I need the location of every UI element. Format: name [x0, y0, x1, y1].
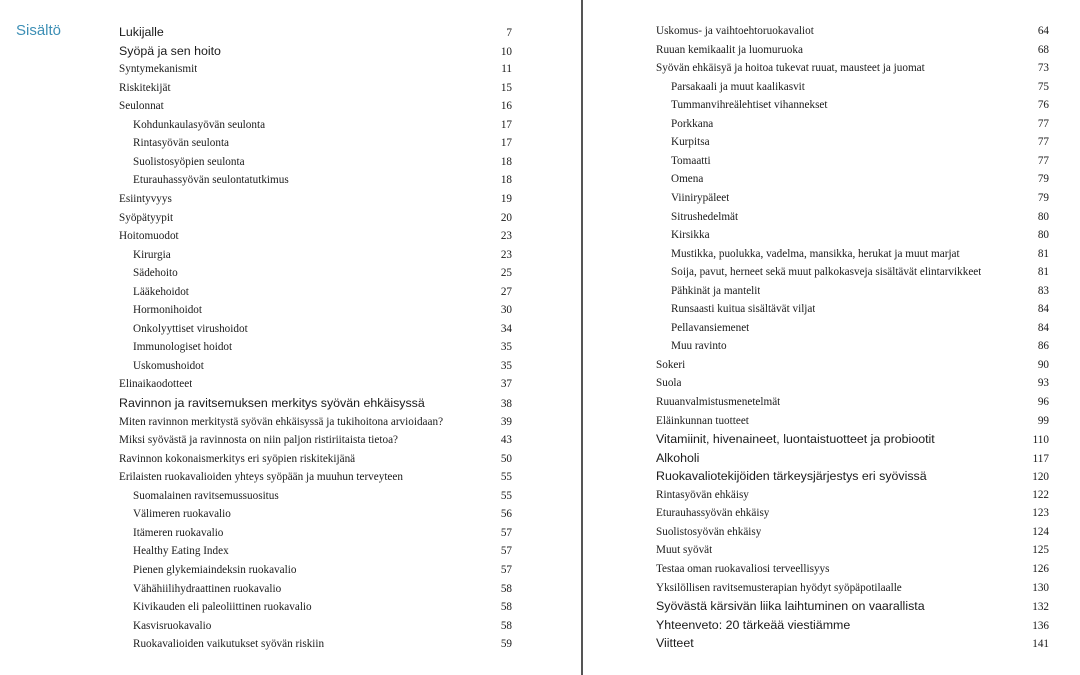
toc-entry — [656, 506, 1049, 520]
toc-entry — [119, 25, 512, 40]
toc-entry-title: Ruuanvalmistusmenetelmät — [656, 396, 781, 408]
toc-entry-page: 57 — [500, 563, 512, 576]
toc-entry-title: Healthy Eating Index — [133, 545, 229, 558]
toc-entry-title: Testaa oman ruokavaliosi terveellisyys — [656, 562, 830, 575]
toc-entry — [656, 469, 1049, 484]
toc-entry-title: Yksilöllisen ravitsemusterapian hyödyt syöpäpotilaalle — [656, 581, 902, 594]
toc-entry-title: Immunologiset hoidot — [133, 341, 233, 354]
toc-entry-title: Erilaisten ruokavalioiden yhteys syöpään ja muuhun terveyteen — [119, 471, 403, 484]
toc-entry — [656, 432, 1049, 447]
toc-entry-page: 73 — [1037, 62, 1049, 75]
toc-entry-title: Pellavansiemenet — [671, 321, 750, 334]
toc-entry-page: 17 — [500, 118, 512, 131]
toc-entry — [656, 172, 1049, 186]
toc-entry-title: Onkolyyttiset virushoidot — [133, 322, 248, 335]
toc-entry — [119, 470, 512, 484]
toc-entry-title: Sokeri — [656, 358, 686, 371]
toc-entry — [119, 526, 512, 540]
toc-entry — [656, 154, 1049, 168]
page-divider — [581, 0, 583, 675]
toc-entry-title: Vitamiinit, hivenaineet, luontaistuotteet ja probiootit — [656, 432, 935, 447]
toc-entry — [119, 303, 512, 317]
toc-entry-title: Soija, pavut, herneet sekä muut palkokasveja sisältävät elintarvikkeet — [671, 266, 982, 279]
toc-entry-title: Porkkana — [671, 117, 714, 130]
toc-entry-title: Omena — [671, 173, 704, 186]
toc-entry-title: Kirurgia — [133, 248, 171, 261]
toc-entry — [656, 395, 1049, 409]
toc-entry — [656, 247, 1049, 261]
toc-entry-page: 126 — [1032, 562, 1049, 575]
toc-entry-title: Tomaatti — [671, 154, 711, 167]
toc-entry-page: 43 — [500, 434, 512, 447]
toc-entry — [656, 414, 1049, 428]
toc-entry — [119, 136, 512, 150]
toc-entry-title: Eturauhassyövän ehkäisy — [656, 507, 770, 520]
toc-entry-title: Muut syövät — [656, 544, 713, 557]
toc-entry-page: 93 — [1037, 377, 1049, 390]
toc-entry-title: Ravinnon kokonaismerkitys eri syöpien riskitekijänä — [119, 452, 356, 465]
toc-entry — [119, 248, 512, 262]
toc-entry-page: 7 — [506, 27, 512, 39]
toc-entry-page: 34 — [500, 322, 512, 335]
toc-entry-title: Mustikka, puolukka, vadelma, mansikka, herukat ja muut marjat — [671, 247, 960, 260]
toc-entry-page: 39 — [500, 415, 512, 428]
toc-entry — [656, 543, 1049, 557]
toc-entry — [656, 321, 1049, 335]
toc-entry-title: Syövän ehkäisyä ja hoitoa tukevat ruuat, mausteet ja juomat — [656, 62, 925, 75]
toc-entry-page: 38 — [500, 398, 512, 410]
toc-entry-title: Runsaasti kuitua sisältävät viljat — [671, 303, 816, 316]
toc-entry — [119, 415, 512, 429]
toc-entry-page: 55 — [500, 489, 512, 502]
toc-entry — [119, 192, 512, 206]
toc-entry-page: 76 — [1037, 99, 1049, 112]
toc-entry-page: 123 — [1032, 507, 1049, 520]
toc-entry-page: 83 — [1037, 284, 1049, 297]
toc-entry — [119, 99, 512, 113]
toc-entry-page: 120 — [1032, 471, 1049, 484]
toc-entry-title: Seulonnat — [119, 100, 164, 113]
toc-entry-title: Eturauhassyövän seulontatutkimus — [133, 174, 289, 187]
toc-entry-page: 58 — [500, 619, 512, 632]
toc-entry-page: 35 — [500, 359, 512, 372]
toc-entry — [119, 619, 512, 633]
toc-entry-title: Kirsikka — [671, 229, 710, 242]
toc-entry-page: 64 — [1037, 25, 1049, 37]
toc-entry-title: Elinaikaodotteet — [119, 378, 193, 391]
toc-entry-page: 35 — [500, 341, 512, 354]
toc-entry — [119, 600, 512, 614]
toc-entry-page: 15 — [500, 81, 512, 94]
toc-entry-title: Rintasyövän seulonta — [133, 137, 230, 150]
toc-entry — [119, 396, 512, 411]
toc-entry-page: 84 — [1037, 303, 1049, 316]
toc-entry — [656, 117, 1049, 131]
toc-entry — [119, 544, 512, 558]
toc-entry-page: 117 — [1032, 452, 1049, 465]
toc-entry — [656, 488, 1049, 502]
toc-entry — [119, 173, 512, 187]
toc-entry-title: Välimeren ruokavalio — [133, 508, 231, 521]
toc-entry-page: 10 — [500, 45, 512, 58]
toc-entry-title: Miten ravinnon merkitystä syövän ehkäisyssä ja tukihoitona arvioidaan? — [119, 415, 444, 428]
toc-entry-page: 19 — [500, 192, 512, 205]
toc-entry-page: 80 — [1037, 210, 1049, 223]
toc-entry — [656, 80, 1049, 94]
toc-entry — [119, 229, 512, 243]
toc-entry-page: 57 — [500, 526, 512, 539]
toc-entry — [119, 155, 512, 169]
toc-entry — [119, 81, 512, 95]
toc-entry — [656, 562, 1049, 576]
toc-entry-page: 57 — [500, 545, 512, 558]
toc-entry-title: Itämeren ruokavalio — [133, 526, 224, 539]
toc-entry — [656, 339, 1049, 353]
toc-entry-page: 80 — [1037, 229, 1049, 242]
toc-entry-title: Kasvisruokavalio — [133, 619, 212, 632]
toc-entry — [119, 637, 512, 651]
toc-entry-page: 58 — [500, 601, 512, 614]
toc-entry — [119, 582, 512, 596]
toc-entry — [119, 489, 512, 503]
toc-entry — [656, 636, 1049, 651]
toc-entry-title: Hormonihoidot — [133, 304, 202, 317]
toc-entry-title: Muu ravinto — [671, 340, 727, 353]
toc-entry-title: Uskomushoidot — [133, 359, 204, 372]
toc-entry-page: 81 — [1037, 247, 1049, 260]
toc-entry — [119, 44, 512, 59]
toc-entry-page: 55 — [500, 471, 512, 484]
toc-entry-title: Syntymekanismit — [119, 63, 198, 76]
toc-entry-page: 23 — [500, 230, 512, 243]
toc-entry-page: 37 — [500, 378, 512, 391]
toc-entry — [656, 376, 1049, 390]
toc-entry-title: Ravinnon ja ravitsemuksen merkitys syövän ehkäisyssä — [119, 396, 425, 410]
toc-entry — [656, 265, 1049, 279]
toc-entry-title: Syöpä ja sen hoito — [119, 43, 221, 58]
toc-entry-page: 125 — [1032, 544, 1049, 557]
toc-entry-title: Lääkehoidot — [133, 285, 189, 298]
toc-entry-title: Syövästä kärsivän liika laihtuminen on vaarallista — [656, 599, 925, 614]
toc-entry-title: Lukijalle — [119, 25, 164, 39]
toc-entry-page: 30 — [500, 304, 512, 317]
toc-entry — [119, 118, 512, 132]
toc-entry-title: Kohdunkaulasyövän seulonta — [133, 118, 266, 131]
toc-entry-title: Ruokavalioiden vaikutukset syövän riskiin — [133, 638, 325, 651]
toc-entry-title: Ruokavaliotekijöiden tärkeysjärjestys eri syövissä — [656, 469, 927, 484]
toc-entry-title: Suomalainen ravitsemussuositus — [133, 489, 279, 502]
toc-entry — [119, 433, 512, 447]
toc-entry-page: 99 — [1037, 414, 1049, 427]
toc-entry-page: 96 — [1037, 396, 1049, 408]
toc-entry — [656, 358, 1049, 372]
toc-entry-page: 86 — [1037, 340, 1049, 353]
toc-entry-title: Viinirypäleet — [671, 191, 730, 204]
toc-entry-title: Suolistosyövän ehkäisy — [656, 525, 762, 538]
toc-entry — [119, 211, 512, 225]
toc-entry-page: 84 — [1037, 321, 1049, 334]
toc-entry-page: 122 — [1032, 488, 1049, 501]
toc-entry-page: 130 — [1032, 581, 1049, 594]
toc-entry — [656, 599, 1049, 614]
toc-entry — [119, 285, 512, 299]
toc-entry-page: 11 — [501, 63, 512, 76]
toc-entry-page: 16 — [500, 100, 512, 113]
toc-entry-page: 18 — [500, 155, 512, 168]
toc-entry-page: 132 — [1032, 601, 1049, 614]
toc-entry — [656, 98, 1049, 112]
toc-entry-title: Sitrushedelmät — [671, 210, 739, 223]
toc-entry-title: Pienen glykemiaindeksin ruokavalio — [133, 563, 297, 576]
toc-entry — [656, 525, 1049, 539]
toc-entry-title: Uskomus- ja vaihtoehtoruokavaliot — [656, 25, 814, 37]
toc-entry-page: 25 — [500, 267, 512, 280]
toc-entry — [656, 43, 1049, 57]
toc-entry — [656, 581, 1049, 595]
toc-entry-page: 79 — [1037, 191, 1049, 204]
toc-entry-page: 50 — [500, 452, 512, 465]
toc-entry-title: Suolistosyöpien seulonta — [133, 155, 245, 168]
toc-entry — [119, 377, 512, 391]
toc-entry-title: Alkoholi — [656, 450, 700, 465]
toc-entry-page: 59 — [500, 638, 512, 651]
toc-entry-page: 68 — [1037, 43, 1049, 56]
toc-entry-title: Sädehoito — [133, 267, 178, 280]
toc-entry — [119, 340, 512, 354]
toc-entry — [119, 563, 512, 577]
toc-entry — [119, 359, 512, 373]
toc-entry-title: Kivikauden eli paleoliittinen ruokavalio — [133, 601, 312, 614]
toc-entry-title: Parsakaali ja muut kaalikasvit — [671, 80, 805, 93]
toc-entry-page: 124 — [1032, 525, 1049, 538]
toc-entry — [119, 507, 512, 521]
toc-entry — [656, 284, 1049, 298]
toc-entry — [656, 451, 1049, 466]
toc-entry-page: 23 — [500, 248, 512, 261]
toc-entry-title: Rintasyövän ehkäisy — [656, 488, 749, 501]
toc-entry-title: Ruuan kemikaalit ja luomuruoka — [656, 43, 803, 56]
toc-entry-page: 136 — [1032, 619, 1049, 632]
toc-entry-title: Riskitekijät — [119, 81, 171, 94]
toc-entry — [656, 61, 1049, 75]
toc-entry — [119, 266, 512, 280]
toc-entry — [656, 135, 1049, 149]
toc-entry — [656, 302, 1049, 316]
toc-entry-page: 110 — [1032, 434, 1049, 447]
toc-entry — [119, 322, 512, 336]
toc-entry-page: 77 — [1037, 136, 1049, 149]
toc-entry-title: Esiintyvyys — [119, 192, 172, 205]
toc-entry-title: Kurpitsa — [671, 136, 710, 149]
toc-entry-title: Hoitomuodot — [119, 230, 179, 243]
toc-entry-page: 75 — [1037, 80, 1049, 93]
toc-entry-page: 20 — [500, 211, 512, 224]
toc-entry-page: 77 — [1037, 117, 1049, 130]
toc-entry-page: 141 — [1032, 638, 1049, 651]
toc-entry-page: 81 — [1037, 266, 1049, 279]
toc-entry — [656, 24, 1049, 38]
toc-entry-page: 90 — [1037, 358, 1049, 371]
toc-entry — [656, 228, 1049, 242]
toc-entry — [119, 452, 512, 466]
toc-entry-title: Yhteenveto: 20 tärkeää viestiämme — [656, 617, 851, 632]
toc-entry — [656, 210, 1049, 224]
toc-entry-page: 79 — [1037, 173, 1049, 186]
toc-entry — [656, 618, 1049, 633]
toc-entry-page: 27 — [500, 285, 512, 298]
toc-entry-title: Suola — [656, 377, 682, 390]
toc-entry-page: 77 — [1037, 154, 1049, 167]
toc-heading: Sisältö — [16, 22, 62, 39]
toc-entry-title: Viitteet — [656, 636, 694, 651]
toc-entry-title: Tummanvihreälehtiset vihannekset — [671, 99, 828, 112]
toc-entry-title: Vähähiilihydraattinen ruokavalio — [133, 582, 282, 595]
toc-entry — [656, 191, 1049, 205]
toc-entry-page: 18 — [500, 174, 512, 187]
toc-entry-page: 17 — [500, 137, 512, 150]
toc-entry-title: Eläinkunnan tuotteet — [656, 414, 749, 427]
toc-entry-page: 58 — [500, 582, 512, 595]
toc-entry-title: Miksi syövästä ja ravinnosta on niin paljon ristiriitaista tietoa? — [119, 434, 399, 447]
toc-entry — [119, 62, 512, 76]
toc-entry-title: Pähkinät ja mantelit — [671, 284, 761, 297]
toc-entry-title: Syöpätyypit — [119, 211, 174, 224]
toc-entry-page: 56 — [500, 508, 512, 521]
